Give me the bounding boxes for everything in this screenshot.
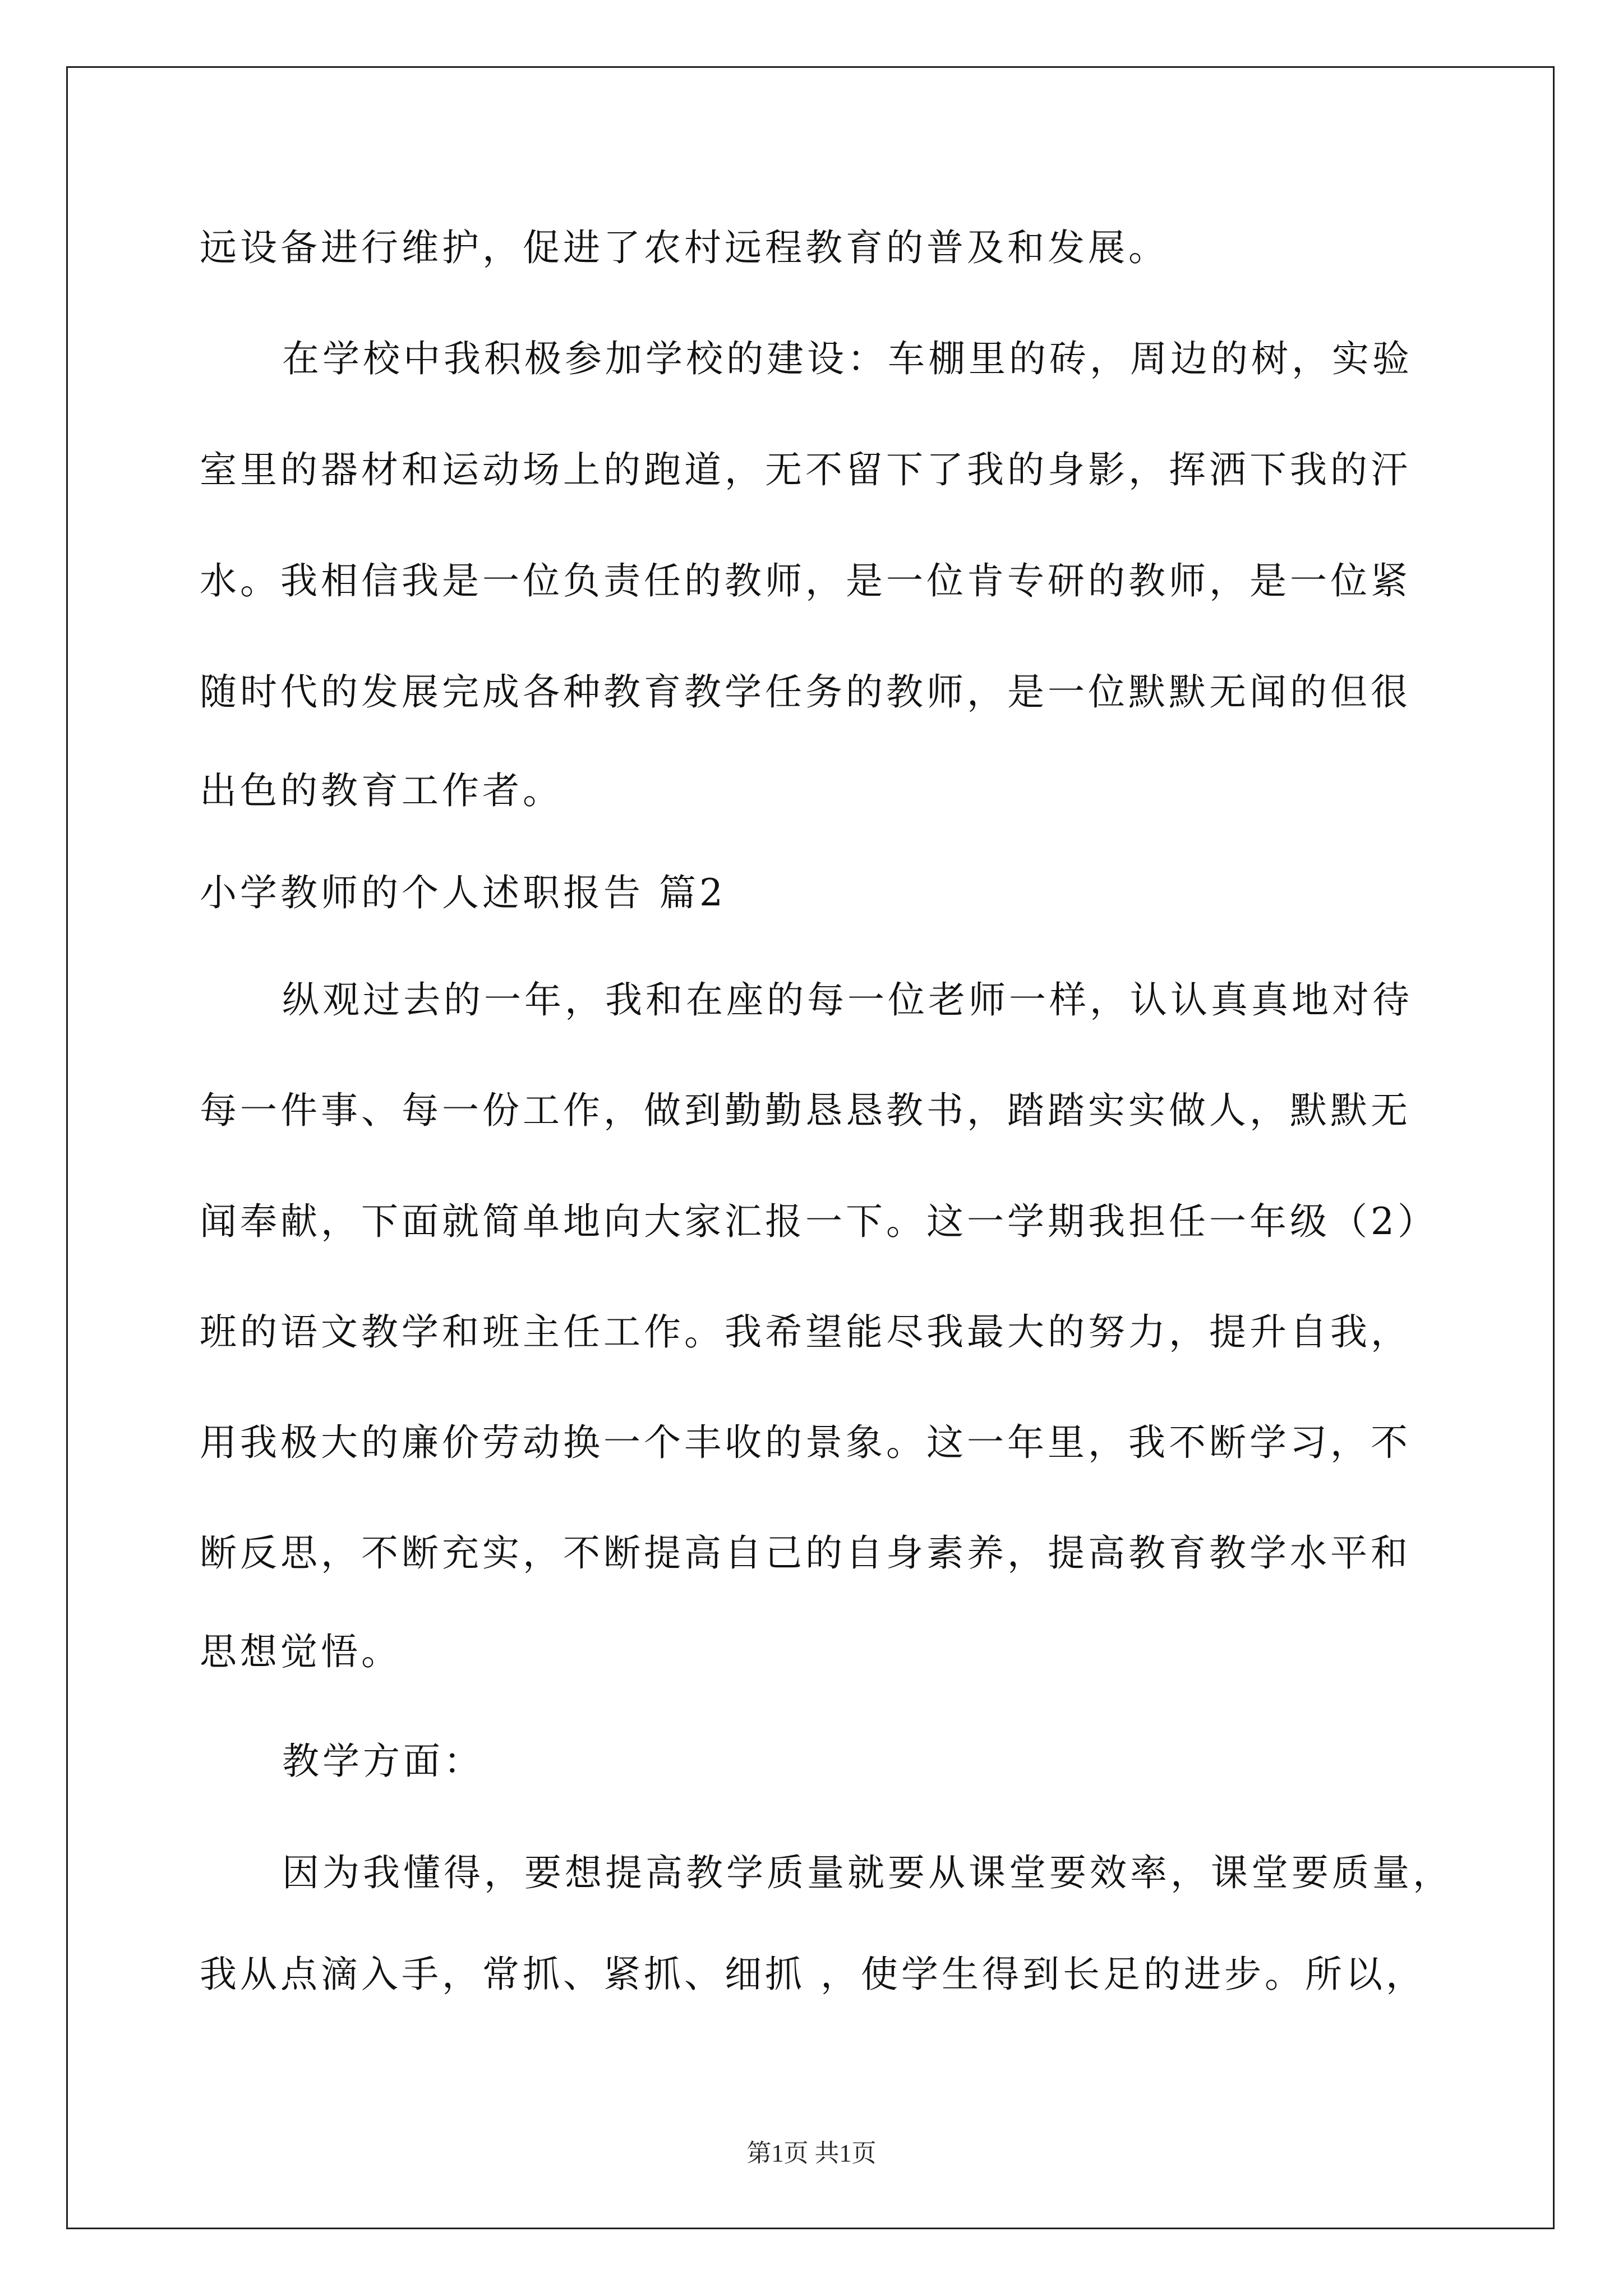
paragraph-line: 室里的器材和运动场上的跑道，无不留下了我的身影，挥洒下我的汗	[200, 448, 1411, 491]
paragraph-line: 随时代的发展完成各种教育教学任务的教师，是一位默默无闻的但很	[200, 670, 1411, 714]
paragraph-line: 纵观过去的一年，我和在座的每一位老师一样，认认真真地对待	[282, 978, 1413, 1022]
paragraph-line: 教学方面：	[282, 1740, 484, 1783]
paragraph-line: 在学校中我积极参加学校的建设：车棚里的砖，周边的树，实验	[282, 337, 1413, 380]
paragraph-line: 出色的教育工作者。	[200, 769, 563, 812]
paragraph-line: 每一件事、每一份工作，做到勤勤恳恳教书，踏踏实实做人，默默无	[200, 1089, 1411, 1132]
paragraph-line: 水。我相信我是一位负责任的教师，是一位肯专研的教师，是一位紧	[200, 559, 1411, 602]
section-heading: 小学教师的个人述职报告 篇2	[200, 871, 726, 914]
paragraph-line: 因为我懂得，要想提高教学质量就要从课堂要效率，课堂要质量，	[282, 1851, 1453, 1894]
paragraph-line: 用我极大的廉价劳动换一个丰收的景象。这一年里，我不断学习，不	[200, 1421, 1411, 1464]
paragraph-line: 闻奉献，下面就简单地向大家汇报一下。这一学期我担任一年级（2）	[200, 1200, 1438, 1243]
paragraph-line: 远设备进行维护，促进了农村远程教育的普及和发展。	[200, 226, 1169, 269]
paragraph-line: 我从点滴入手，常抓、紧抓、细抓 ，使学生得到长足的进步。所以，	[200, 1953, 1426, 1996]
paragraph-line: 思想觉悟。	[200, 1630, 402, 1673]
page-footer: 第1页 共1页	[746, 2139, 877, 2167]
paragraph-line: 断反思，不断充实，不断提高自己的自身素养，提高教育教学水平和	[200, 1531, 1411, 1575]
page-border	[66, 66, 1555, 2229]
paragraph-line: 班的语文教学和班主任工作。我希望能尽我最大的努力，提升自我，	[200, 1310, 1411, 1354]
